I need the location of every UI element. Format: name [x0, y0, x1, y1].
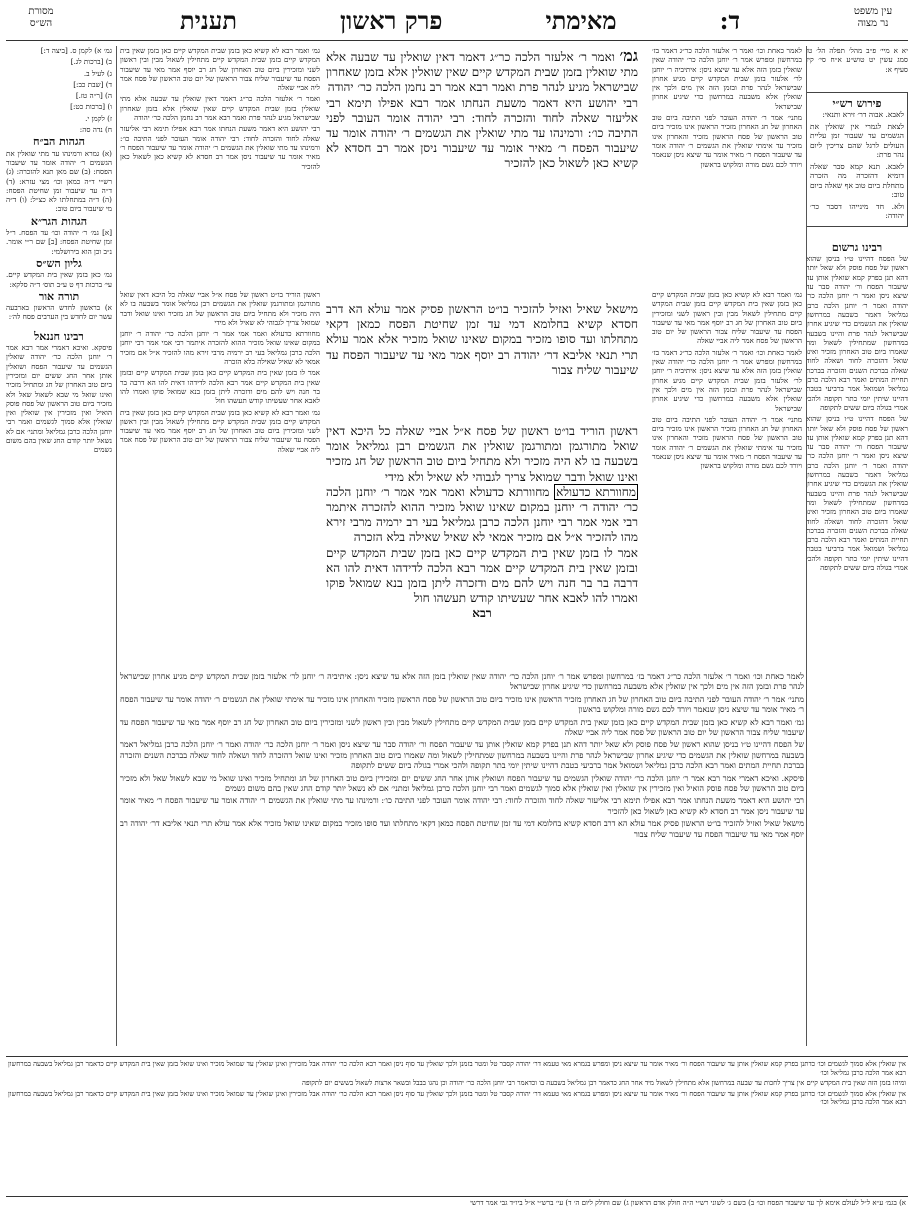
- masoret-entry-2: ב) [ברכות לג.]: [70, 57, 112, 67]
- left-sidebar: [6, 46, 112, 1046]
- rabbeinu-gershom-title: רבינו גרשום: [831, 240, 883, 254]
- chapter-name: פרק ראשון: [339, 6, 443, 35]
- masoret-entry-3: ג) לעיל ב.: [83, 68, 112, 78]
- gilyon-hashas-text: גמ׳ כאן בזמן שאין בית המקדש קיים. עי׳ ברכות דף ט ע״ב תוס׳ ד״ה סלקא:: [6, 270, 112, 289]
- gemara-closing-word: רבא: [472, 606, 492, 621]
- rabbeinu-gershom-text-repeat: של הפסח דהיינו ט״ו בניסן שהוא ראשון של פסח פוסק ולא שאל יותר דהא תנן בפרק קמא שואלין אותן עד שיעבור הפסח ור׳ יהודה סבר עד שיצא ניסן ואמר ר׳ יוחנן הלכה כר׳ יהודה ואמר ר׳ יוחנן הלכה כרבן גמליאל דאמר בשבעה במרחשון שואלין את הגשמים כדי שיגיע אחרון שבישראל לנהר פרת והיינו בשבעה במרחשון שמתחילין לשאול ומה שאמרו ביום טוב האחרון מזכיר ואינו שואל דהזכרה לחוד ושאלה לחוד שאלה בברכת השנים והזכרה בברכת תחיית המתים ואמר רבא הלכה כרבן גמליאל ושמואל אמר ברביעי בטבת דהיינו שיתין יומי בתר תקופה ולהכי אמרי בגולה ביום ששים לתקופה: [806, 414, 908, 572]
- footnote-para-1: אין שואלין אלא סמוך לגשמים וכו׳ כדתנן בפרק קמא שואלין אותן עד שיעבור הפסח ור׳ מאיר אומר עד שיצא ניסן ומפרש בגמרא מאי טעמא דר׳ יהודה קסבר טל ומטר בזמנן ולכך שואלין עד סוף ניסן ואמר רבא הלכה כר׳ יהודה אבל מזכירין ואינן שואלין עד שמואל מזכיר ואינו שואל בזמן שאין בית המקדש קיים כדאמר רבן גמליאל בשבעה במרחשון רבא אמר הלכה כרבן גמליאל וכו׳: [8, 1060, 906, 1077]
- rashi-top-para-3: לאבא. תנא קמא סבר שאלה דומיא דהזכרה מה הזכרה מתחלת ביום טוב אף שאלה ביום טוב:: [810, 161, 904, 200]
- footnote-rule: [6, 1056, 908, 1057]
- wide-para-4: של הפסח דהיינו ט״ו בניסן שהוא ראשון של פסח פוסק ולא שאל יותר דהא תנן בפרק קמא שואלין אותן עד שיעבור הפסח ור׳ יהודה סבר עד שיצא ניסן ואמר ר׳ יוחנן הלכה כר׳ יהודה ואמר ר׳ יוחנן הלכה כרבן גמליאל דאמר בשבעה במרחשון שואלין את הגשמים כדי שיגיע אחרון שבישראל לנהר פרת והיינו בשבעה במרחשון שמתחילין לשאול ומה שאמרו ביום טוב האחרון מזכיר ואינו שואל דהזכרה לחוד ושאלה לחוד שאלה בברכת השנים והזכרה בברכת תחיית המתים ואמר רבא הלכה כרבן גמליאל ושמואל אמר ברביעי בטבת דהיינו שיתין יומי בתר תקופה ולהכי אמרי בגולה ביום ששים לתקופה: [120, 740, 804, 771]
- rashi-inner-para-3: גמ׳ ואמר רבא לא קשיא כאן בזמן שבית המקדש קיים כאן בזמן שאין בית המקדש קיים בזמן שבית המקדש קיים מתחילין לשאול מבין ובין ראשון לשני ומזכירין ביום טוב האחרון של חג רב יוסף אמר מאי עד שיעבור הפסח עד שיעבור שליח צבור הראשון של יום טוב הראשון של פסח אמר ליה אביי שאלה: [652, 290, 802, 346]
- ein-mishpat-label: עין משפט נר מצוה: [853, 6, 893, 29]
- bottom-rule: [6, 1196, 908, 1197]
- gemara-para-4: ראשון הוריד בו״ט ראשון של פסח א״ל אביי שאלה כל היכא דאין שואל מתורגמן ומתורגמן שואלין את הגשמים רבן גמליאל אומר בשבעה בו לא היה מזכיר ולא מתחיל ביום טוב הראשון של חג מזכיר ואינו שואל ודבר שמואל צריך לגבוהי לא שאיל ולא מידי: [326, 424, 638, 484]
- rashi-inner-column: [652, 46, 802, 286]
- wide-para-6: רבי יהושע היא דאמר משעת הנחתו אמר רבא אפילו תימא רבי אליעזר שאלה לחוד והזכרה לחוד: רבי יהודה אומר העובר לפני התיבה כו׳: ורמינהו עד מתי שואלין את הגשמים ר׳ יהודה אומר עד שיעבור הפסח ר׳ מאיר אומר עד שיעבור ניסן אמר רב חסדא לא קשיא כאן לשאול כאן להזכיר: [120, 796, 804, 816]
- wide-para-2: מתני׳ אמר ר׳ יהודה העובר לפני התיבה ביום טוב האחרון של חג האחרון מזכיר הראשון אינו מזכיר ביום טוב הראשון של פסח הראשון מזכיר והאחרון אינו מזכיר עד אימתי שואלין את הגשמים ר׳ יהודה אומר עד שיעבור הפסח ר׳ מאיר אומר עד שיצא ניסן שנאמר ויורד לכם גשם מורה ומלקוש בראשון: [120, 694, 804, 715]
- right-column-divider: [806, 46, 807, 1046]
- tractate-name: תענית: [180, 6, 237, 35]
- ein-mishpat-entry: יא א מיי׳ פ״ב מהל׳ תפלה הל׳ טז סמג עשין יט טוש״ע א״ח סי׳ קיז סעיף א:: [806, 46, 908, 74]
- torah-or-text: א) בראשון לחדש הראשון בארבעה עשר יום לחדש בין הערבים פסח לה׳:: [6, 303, 112, 322]
- masoret-entry-8: ח) נדה סה:: [79, 125, 112, 135]
- footnote-para-2: ומיהו בזמן הזה שאין בית המקדש קיים אין צריך לחכות עד שבעה במרחשון אלא מתחילין לשאול מיד אחר החג כדאמר רבן גמליאל בשבעה בו וכדאמר רבי יוחנן הלכה כר׳ יהודה וכן נהגו בבבל ובשאר ארצות לשאול בששים יום לתקופה: [302, 1079, 906, 1088]
- rabbeinu-chananel-title: רבינו חננאל: [34, 329, 84, 343]
- gemara-para-3: מישאל שאיל ואזיל להזכיר בו״ט הראשון פסיק אמר עולא הא דרב חסדא קשיא בחלומא דמי עד זמן שחיטת הפסח כמאן דקאי מתחלתו ועד סופו מזכיר במקום שאינו שואל מזכיר אלא אמר עולא תרי תנאי אליבא דר׳ יהודה רב יוסף אמר מאי עד שיעבור הפסח עד שיעבור שליח צבור: [326, 302, 638, 377]
- masoret-entry-4: ד) [שבת כב:]: [73, 79, 112, 89]
- rashi-top-para-4: ולא. חד מינייהו דסבר כר׳ יהודה:: [810, 201, 904, 221]
- footnotes-block: [8, 1060, 906, 1194]
- gilyon-hashas-title: גליון הש״ס: [36, 256, 82, 270]
- commentary-wide-block: [120, 672, 804, 1052]
- left-column-divider: [116, 46, 117, 1046]
- torah-or-title: תורה אור: [38, 289, 80, 303]
- masoret-entry-7: ז) לקמן י.: [85, 113, 112, 123]
- rabbeinu-gershom-text: של הפסח דהיינו ט״ו בניסן שהוא ראשון של פסח פוסק ולא שאל יותר דהא תנן בפרק קמא שואלין אותן עד שיעבור הפסח ור׳ יהודה סבר עד שיצא ניסן ואמר ר׳ יוחנן הלכה כר׳ יהודה ואמר ר׳ יוחנן הלכה כרבן גמליאל דאמר בשבעה במרחשון שואלין את הגשמים כדי שיגיע אחרון שבישראל לנהר פרת והיינו בשבעה במרחשון שמתחילין לשאול ומה שאמרו ביום טוב האחרון מזכיר ואינו שואל דהזכרה לחוד ושאלה לחוד שאלה בברכת השנים והזכרה בברכת תחיית המתים ואמר רבא הלכה כרבן גמליאל ושמואל אמר ברביעי בטבת דהיינו שיתין יומי בתר תקופה ולהכי אמרי בגולה ביום ששים לתקופה: [806, 254, 908, 412]
- rashi-inner-para-5: מתני׳ אמר ר׳ יהודה העובר לפני התיבה ביום טוב האחרון של חג האחרון מזכיר הראשון אינו מזכיר ביום טוב הראשון של פסח הראשון מזכיר והאחרון אינו מזכיר עד אימתי שואלין את הגשמים ר׳ יהודה אומר עד שיעבור הפסח ר׳ מאיר אומר עד שיצא ניסן שנאמר ויורד לכם גשם מורה ומלקוש בראשון: [652, 414, 802, 471]
- tosafot-para-6: אמר לו בזמן שאין בית המקדש קיים כאן בזמן שבית המקדש קיים ובזמן שאין בית המקדש קיים אמר רבא הלכה לדידהו דאית להו הא דרבה בר בר חנה ויש להם מים ודזכרה ליתן בזמן בנא שמואל פוקו ואמרו להו לאבא אחר שעשיתו קודש תעשהו חול: [120, 368, 320, 406]
- gemara-para-2: רבי יהושע היא דאמר משעת הנחתו אמר רבא אפילו תימא רבי אליעזר שאלה לחוד והזכרה לחוד: רבי יהודה אומר העובר לפני התיבה כו׳: ורמינהו עד מתי שואלין את הגשמים ר׳ יהודה אומר עד שיעבור הפסח ר׳ מאיר אומר עד שיעבור ניסן אמר רב חסדא לא קשיא כאן לשאול כאן להזכיר: [326, 95, 638, 171]
- tractate-word: מאימתי: [545, 6, 617, 35]
- rashi-top-para-2: לצאת לגמרי אין שואלין את הגשמים עד שעבור זמן עליית העולים לרגל שהם צריכין ליום נהר פרת:: [810, 121, 904, 160]
- tosafot-para-2: ואמר ר׳ אלעזר הלכה כר״ג דאמר דאין שואלין עד שבעה אלא מתי שואלין בזמן שבית המקדש קיים שאין שואלין אלא בזמן שאחרון שבישראל מגיע לנהר פרת ואמר רבא אמר רב נחמן הלכה כר׳ יהודה: [120, 94, 320, 123]
- masoret-entry-6: ו) [ברכות כט:]: [70, 102, 112, 112]
- bottom-line: א) בגמ׳ ע״א ל״ל לעולם אימא לך עד שיעבור הפסח וכו׳ ב) בשם ג׳ לשוני רש״י ה״ה חולק אדם הראשון ג) שם וחולק ליום ה׳ ד) עי׳ ברש״י א״ל ביו״ד גבי אמר דרשי: [470, 1199, 906, 1207]
- page-header: [0, 6, 914, 40]
- header-rule: [6, 40, 908, 41]
- wide-para-1: לאמר כאחת וכו׳ ואמר ר׳ אלעזר הלכה כר״ג דאמר בז׳ במרחשון ומפרש אמר ר׳ יוחנן הלכה כר׳ יהודה שאין שואלין בזמן הזה אלא עד שיצא ניסן: איתיביה ר׳ יוחנן לר׳ אלעזר בזמן שבית המקדש קיים מגיע אחרון שבישראל לנהר פרת ובזמן הזה אין מים ולכך אין שואלין אלא משבעה במרחשון כדי שיגיע אחרון שבישראל: [120, 672, 804, 692]
- rashi-inner-para-4: לאמר כאחת וכו׳ ואמר ר׳ אלעזר הלכה כר״ג דאמר בז׳ במרחשון ומפרש אמר ר׳ יוחנן הלכה כר׳ יהודה שאין שואלין בזמן הזה אלא עד שיצא ניסן: איתיביה ר׳ יוחנן לר׳ אלעזר בזמן שבית המקדש קיים מגיע אחרון שבישראל לנהר פרת ובזמן הזה אין מים ולכך אין שואלין אלא משבעה במרחשון כדי שיגיע אחרון שבישראל: [652, 347, 802, 413]
- masoret-entry-1: גמ׳ א) לקמן ס. [ביצה ד:]: [40, 46, 112, 55]
- masoret-entry-5: ה) [ר״ה טז.]: [75, 91, 112, 101]
- rashi-top-box: [806, 92, 908, 227]
- rabbeinu-chananel-text: פיסקא. ואיכא דאמרי אמר רבא אמר ר׳ יוחנן הלכה כר׳ יהודה שואלין הגשמים עד שיעבור הפסח ושואלין אותן אחר החג ששים יום ומזכירין ביום טוב האחרון של חג ומתחיל מזכיר ואינו שואל מי שבא לשאול שאל ולא מזכיר ביום טוב הראשון של פסח פוסק הואיל ואין מזכירין אין שואלין ואין שואלין אלא סמוך לגשמים ואמר רבי יוחנן הלכה כרבן גמליאל ומתני׳ אם לא נשאל יותר קודם החג שאין בהם משום גשמים: [6, 343, 112, 455]
- tosafot-para-7: גמ׳ ואמר רבא לא קשיא כאן בזמן שבית המקדש קיים כאן בזמן שאין בית המקדש קיים בזמן שבית המקדש קיים מתחילין לשאול מבין ובין ראשון לשני ומזכירין ביום טוב האחרון של חג רב יוסף אמר מאי עד שיעבור הפסח עד שיעבור שליח צבור הראשון של יום טוב הראשון של פסח אמר ליה אביי שאלה: [120, 407, 320, 454]
- wide-para-3: גמ׳ ואמר רבא לא קשיא כאן בזמן שבית המקדש קיים כאן בזמן שאין בית המקדש קיים בזמן שבית המקדש קיים מתחילין לשאול מבין ובין ראשון לשני ומזכירין ביום טוב האחרון של חג רב יוסף אמר מאי עד שיעבור הפסח עד שיעבור שליח צבור הראשון של יום טוב הראשון של פסח אמר ליה אביי שאלה: [120, 717, 804, 738]
- tosafot-para-3: רבי יהושע היא דאמר משעת הנחתו אמר רבא אפילו תימא רבי אליעזר שאלה לחוד והזכרה לחוד: רבי יהודה אומר העובר לפני התיבה כו׳: ורמינהו עד מתי שואלין את הגשמים ר׳ יהודה אומר עד שיעבור הפסח ר׳ מאיר אומר עד שיעבור ניסן אמר רב חסדא לא קשיא כאן לשאול כאן להזכיר: [120, 124, 320, 171]
- rashi-top-para-1: לאבא. אבוה דר׳ זירא ותנאי:: [822, 110, 904, 120]
- gemara-para-6: אמר לו בזמן שאין בית המקדש קיים כאן בזמן שבית המקדש קיים ובזמן שאין בית המקדש קיים אמר רבא הלכה לדידהו דאית להו הא דרבה בר בר חנה ויש להם מים ודזכרה ליתן בזמן בנא שמואל פוקו ואמרו להו לאבא אחר שעשיתו קודש תעשהו חול: [326, 545, 638, 606]
- running-title: [180, 6, 740, 36]
- gemara-opening-word: גמ׳: [619, 48, 638, 65]
- gemara-top-block: [326, 48, 638, 300]
- rashi-inner-para-1: לאמר כאחת וכו׳ ואמר ר׳ אלעזר הלכה כר״ג דאמר בז׳ במרחשון ומפרש אמר ר׳ יוחנן הלכה כר׳ יהודה שאין שואלין בזמן הזה אלא עד שיצא ניסן: איתיביה ר׳ יוחנן לר׳ אלעזר בזמן שבית המקדש קיים מגיע אחרון שבישראל לנהר פרת ובזמן הזה אין מים ולכך אין שואלין אלא משבעה במרחשון כדי שיגיע אחרון שבישראל: [652, 46, 802, 111]
- rashi-top-title: פירוש רש״י: [832, 96, 882, 110]
- hagahot-hagra-text: [א] גמ׳ ר׳ יהודה וכו׳ עד הפסח. ר״ל זמן שחיטת הפסח: [ב] שם ר״י אומר. נ״ב וכן הוא בירושלמי:: [6, 228, 112, 256]
- gemara-mid-block: [326, 302, 638, 422]
- tosafot-inner-continued: [120, 290, 320, 650]
- right-sidebar: [806, 46, 908, 1046]
- gemara-lower-block: [326, 424, 638, 668]
- hagahot-habach-title: הגהות הב״ח: [33, 135, 85, 149]
- tosafot-para-4: ראשון הוריד בו״ט ראשון של פסח א״ל אביי שאלה כל היכא דאין שואל מתורגמן ומתורגמן שואלין את הגשמים רבן גמליאל אומר בשבעה בו לא היה מזכיר ולא מתחיל ביום טוב הראשון של חג מזכיר ואינו שואל ודבר שמואל צריך לגבוהי לא שאיל ולא מידי: [120, 290, 320, 327]
- masoret-label: מסורת הש״ס: [28, 6, 54, 29]
- rashi-inner-para-2: מתני׳ אמר ר׳ יהודה העובר לפני התיבה ביום טוב האחרון של חג האחרון מזכיר הראשון אינו מזכיר ביום טוב הראשון של פסח הראשון מזכיר והאחרון אינו מזכיר עד אימתי שואלין את הגשמים ר׳ יהודה אומר עד שיעבור הפסח ר׳ מאיר אומר עד שיצא ניסן שנאמר ויורד לכם גשם מורה ומלקוש בראשון: [652, 113, 802, 169]
- gemara-highlight-phrase: מחוורתא כדעולא: [556, 484, 636, 499]
- rashi-inner-continued: [652, 290, 802, 650]
- gemara-para-1: ואמר ר׳ אלעזר הלכה כר״ג דאמר דאין שואלין עד שבעה אלא מתי שואלין בזמן שבית המקדש קיים שאין שואלין אלא בזמן שאחרון שבישראל מגיע לנהר פרת ואמר רבא אמר רב נחמן הלכה כר׳ יהודה: [326, 50, 638, 95]
- hagahot-hagra-title: הגהות הגר״א: [30, 214, 88, 228]
- folio-number: ד:: [719, 6, 740, 35]
- footnote-para-3: אין שואלין אלא סמוך לגשמים וכו׳ כדתנן בפרק קמא שואלין אותן עד שיעבור הפסח ור׳ מאיר אומר עד שיצא ניסן ומפרש בגמרא מאי טעמא דר׳ יהודה קסבר טל ומטר בזמנן ולכך שואלין עד סוף ניסן ואמר רבא הלכה כר׳ יהודה אבל מזכירין ואינן שואלין עד שמואל מזכיר ואינו שואל בזמן שאין בית המקדש קיים כדאמר רבן גמליאל בשבעה במרחשון רבא אמר הלכה כרבן גמליאל וכו׳: [8, 1089, 906, 1107]
- tosafot-inner-column: [120, 46, 320, 286]
- hagahot-habach-text: (א) גמרא ורמינהו עד מתי שואלין את הגשמים ר׳ יהודה אומר עד שיעבור הפסח: (ב) שם מאן תנא להזכרה: (ג) רש״י ד״ה כמאן וכו׳ מצי עזרא: (ד) ד״ה עד שיעבור זמן שחיטת הפסח: (ה) ד״ה במתחלתו לא כצ״ל: (ו) ד״ה מי שיעבור ביום טוב:: [6, 148, 112, 214]
- tosafot-para-1: גמ׳ ואמר רבא לא קשיא כאן בזמן שבית המקדש קיים כאן בזמן שאין בית המקדש קיים בזמן שבית המקדש קיים מתחילין לשאול מבין ובין ראשון לשני ומזכירין ביום טוב האחרון של חג רב יוסף אמר מאי עד שיעבור הפסח עד שיעבור שליח צבור הראשון של יום טוב הראשון של פסח אמר ליה אביי שאלה: [120, 46, 320, 93]
- wide-para-5: פיסקא. ואיכא דאמרי אמר רבא אמר ר׳ יוחנן הלכה כר׳ יהודה שואלין הגשמים עד שיעבור הפסח ושואלין אותן אחר החג ששים יום ומזכירין ביום טוב האחרון של חג ומתחיל מזכיר ואינו שואל מי שבא לשאול שאל ולא מזכיר ביום טוב הראשון של פסח פוסק הואיל ואין מזכירין אין שואלין ואין שואלין אלא סמוך לגשמים ואמר רבי יוחנן הלכה כרבן גמליאל ומתני׳ אם לא נשאל יותר קודם החג שאין בהם משום גשמים: [120, 773, 804, 794]
- gemara-para-5: מחוורתא כדעולא ואמר אמי אמר ר׳ יוחנן הלכה כר׳ יהודה ר׳ יוחנן במקום שאינו שואל מזכיר ההוא להזכרה איתמר רבי אמי אמר רבי יוחנן הלכה כרבן גמליאל בעי רב ירמיה מרבי זירא מהו להזכיר א״ל אם מזכיר אמאי לא שאיל שאילה בלא הזכרה: [326, 484, 638, 545]
- wide-para-7: מישאל שאיל ואזיל להזכיר בו״ט הראשון פסיק אמר עולא הא דרב חסדא קשיא בחלומא דמי עד זמן שחיטת הפסח כמאן דקאי מתחלתו ועד סופו מזכיר במקום שאינו שואל מזכיר אלא אמר עולא תרי תנאי אליבא דר׳ יהודה רב יוסף אמר מאי עד שיעבור הפסח עד שיעבור שליח צבור: [120, 819, 804, 839]
- tosafot-para-5: מחוורתא כדעולא ואמר אמי אמר ר׳ יוחנן הלכה כר׳ יהודה ר׳ יוחנן במקום שאינו שואל מזכיר ההוא להזכרה איתמר רבי אמי אמר רבי יוחנן הלכה כרבן גמליאל בעי רב ירמיה מרבי זירא מהו להזכיר א״ל אם מזכיר אמאי לא שאיל שאילה בלא הזכרה: [120, 329, 320, 367]
